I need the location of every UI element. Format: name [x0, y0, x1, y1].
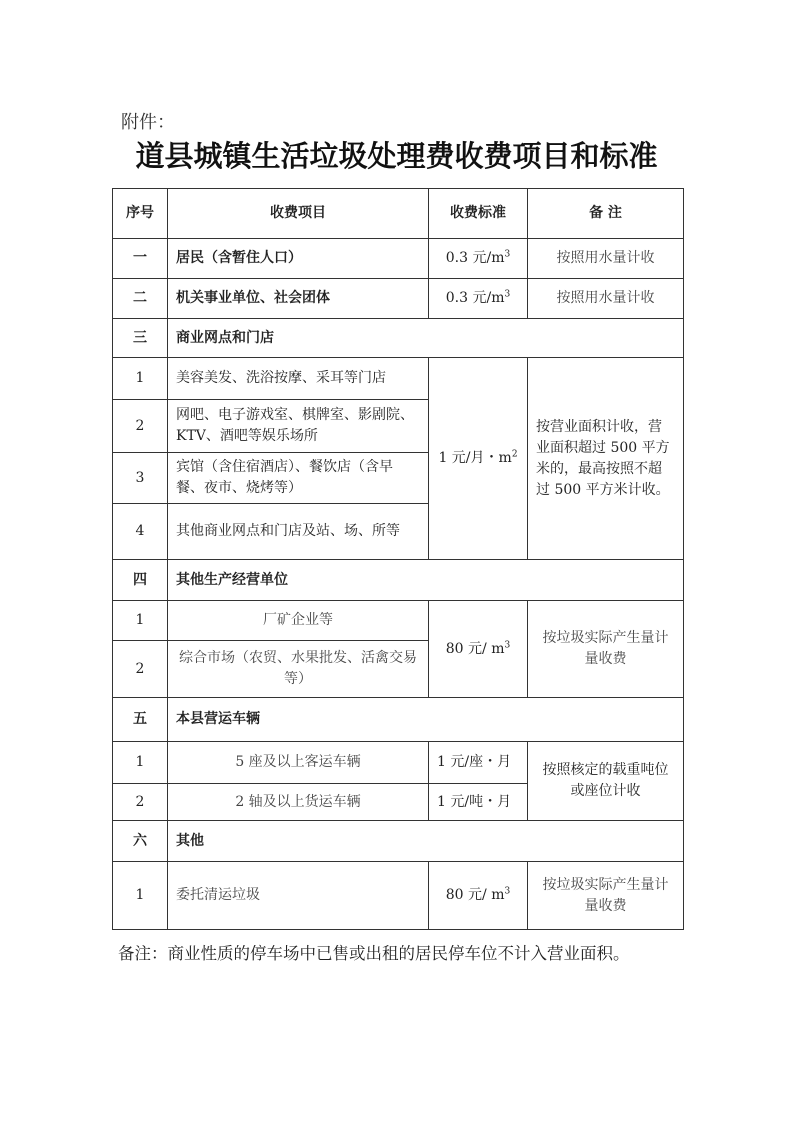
row-item: 网吧、电子游戏室、棋牌室、影剧院、KTV、酒吧等娱乐场所: [168, 400, 429, 453]
standard-value: 0.3 元/m: [445, 290, 505, 306]
row-index: 1: [113, 862, 168, 930]
page-title: 道县城镇生活垃圾处理费收费项目和标准: [135, 139, 658, 173]
row-item: 美容美发、洗浴按摩、采耳等门店: [168, 358, 429, 400]
section-row: [113, 560, 684, 601]
row-item: 机关事业单位、社会团体: [168, 279, 429, 319]
unit-exponent: 3: [504, 289, 511, 300]
row-note: 按照用水量计收: [528, 279, 684, 319]
table-row: [113, 358, 684, 400]
row-standard: 1 元/座・月: [429, 742, 528, 784]
standard-value: 1 元/月・m: [438, 450, 512, 466]
table-header-row: [113, 189, 684, 239]
row-standard: [429, 239, 528, 279]
row-standard: [429, 279, 528, 319]
header-index: 序号: [113, 189, 168, 239]
row-note: 按照核定的载重吨位或座位计收: [528, 742, 684, 821]
unit-exponent: 3: [504, 886, 511, 897]
row-index: 2: [113, 784, 168, 821]
table-row: [113, 742, 684, 784]
section-title: 其他生产经营单位: [168, 560, 684, 601]
header-item: 收费项目: [168, 189, 429, 239]
row-index: 2: [113, 641, 168, 698]
row-item: 其他商业网点和门店及站、场、所等: [168, 504, 429, 560]
section-title: 本县营运车辆: [168, 698, 684, 742]
unit-exponent: 3: [504, 639, 511, 650]
row-note: 按营业面积计收，营业面积超过 500 平方米的，最高按照不超过 500 平方米计收。: [528, 358, 684, 560]
standard-value: 80 元/ m: [445, 887, 505, 903]
row-standard: [429, 862, 528, 930]
row-standard: [429, 358, 528, 560]
fee-table: [112, 188, 684, 930]
section-title: 商业网点和门店: [168, 319, 684, 358]
unit-exponent: 2: [511, 449, 518, 460]
row-note: 按垃圾实际产生量计量收费: [528, 601, 684, 698]
row-index: 一: [113, 239, 168, 279]
row-item: 综合市场（农贸、水果批发、活禽交易等）: [168, 641, 429, 698]
row-standard: [429, 601, 528, 698]
table-row: [113, 862, 684, 930]
section-row: [113, 698, 684, 742]
table-row: [113, 279, 684, 319]
header-standard: 收费标准: [429, 189, 528, 239]
row-index: 3: [113, 453, 168, 504]
row-item: 宾馆（含住宿酒店）、餐饮店（含早餐、夜市、烧烤等）: [168, 453, 429, 504]
section-index: 六: [113, 821, 168, 862]
row-item: 厂矿企业等: [168, 601, 429, 641]
row-index: 1: [113, 358, 168, 400]
row-item: 2 轴及以上货运车辆: [168, 784, 429, 821]
section-index: 三: [113, 319, 168, 358]
section-row: [113, 821, 684, 862]
header-note: 备 注: [528, 189, 684, 239]
standard-value: 80 元/ m: [445, 640, 505, 657]
table-row: [113, 239, 684, 279]
row-index: 2: [113, 400, 168, 453]
table-row: [113, 601, 684, 641]
row-note: 按垃圾实际产生量计量收费: [528, 862, 684, 930]
row-item: 5 座及以上客运车辆: [168, 742, 429, 784]
row-standard: 1 元/吨・月: [429, 784, 528, 821]
section-index: 五: [113, 698, 168, 742]
row-index: 4: [113, 504, 168, 560]
section-row: [113, 319, 684, 358]
footnote: 备注：商业性质的停车场中已售或出租的居民停车位不计入营业面积。: [118, 944, 630, 963]
section-title: 其他: [168, 821, 684, 862]
row-note: 按照用水量计收: [528, 239, 684, 279]
row-item: 居民（含暂住人口）: [168, 239, 429, 279]
row-item: 委托清运垃圾: [168, 862, 429, 930]
unit-exponent: 3: [504, 249, 511, 260]
row-index: 二: [113, 279, 168, 319]
row-index: 1: [113, 742, 168, 784]
standard-value: 0.3 元/m: [445, 250, 505, 266]
attachment-label: 附件：: [121, 112, 175, 133]
row-index: 1: [113, 601, 168, 641]
section-index: 四: [113, 560, 168, 601]
